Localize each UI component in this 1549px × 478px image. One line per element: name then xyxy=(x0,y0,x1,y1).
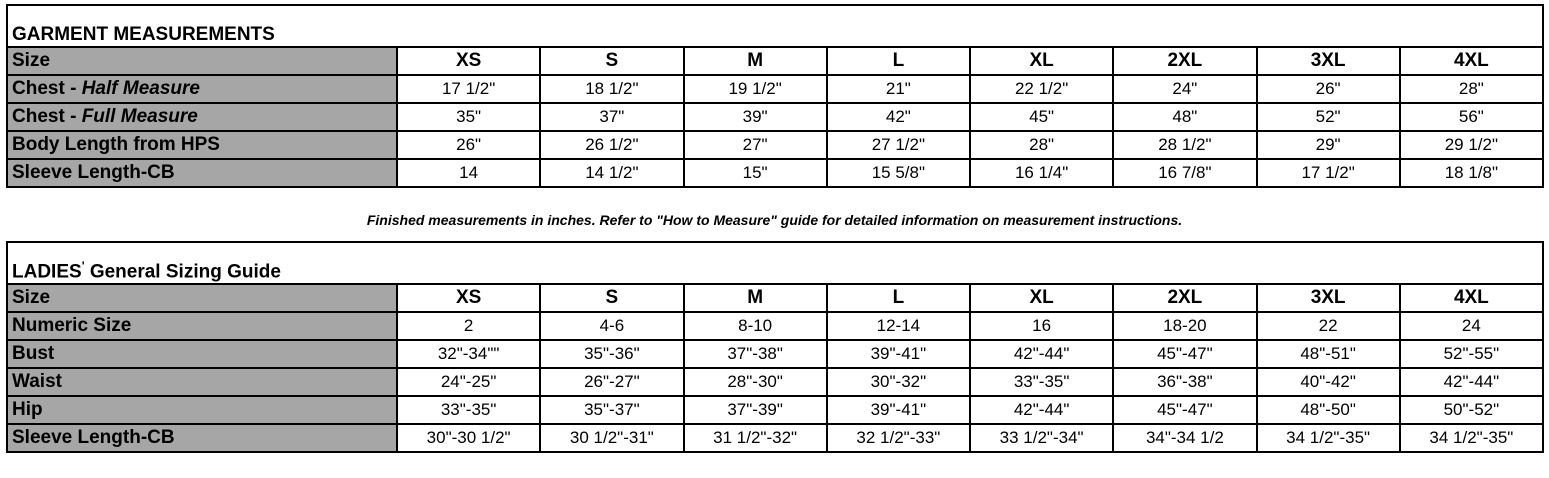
row-label: Sleeve Length-CB xyxy=(7,424,397,452)
table-cell: 17 1/2" xyxy=(1257,159,1400,187)
row-label xyxy=(7,103,397,131)
row-label-qualifier: Full Measure xyxy=(81,106,198,127)
table-row xyxy=(7,75,1543,103)
table-cell: 50"-52" xyxy=(1400,396,1543,424)
table-cell: 14 xyxy=(397,159,540,187)
table-cell: 18-20 xyxy=(1113,312,1256,340)
ladies-sizing-table xyxy=(6,241,1544,453)
table-cell: 39"-41" xyxy=(827,396,970,424)
table-cell: 42"-44" xyxy=(970,396,1113,424)
table-cell: 30"-30 1/2" xyxy=(397,424,540,452)
table-row xyxy=(7,368,1543,396)
table-cell: 12-14 xyxy=(827,312,970,340)
table-cell: 42"-44" xyxy=(1400,368,1543,396)
ladies-title-rest: General Sizing Guide xyxy=(84,261,281,282)
table-cell: 45" xyxy=(970,103,1113,131)
table-cell: 8-10 xyxy=(684,312,827,340)
row-label xyxy=(7,131,397,159)
table-cell: 26" xyxy=(397,131,540,159)
table-cell: 28"-30" xyxy=(684,368,827,396)
row-label-main: Sleeve Length-CB xyxy=(12,162,175,183)
table-cell: 35"-37" xyxy=(540,396,683,424)
size-header-cell: S xyxy=(540,284,683,312)
table-row xyxy=(7,424,1543,452)
table-cell: 33 1/2"-34" xyxy=(970,424,1113,452)
size-header-cell: XS xyxy=(397,47,540,75)
row-label-main: Chest - xyxy=(12,78,82,99)
table-cell: 34 1/2"-35" xyxy=(1257,424,1400,452)
table-cell: 16 1/4" xyxy=(970,159,1113,187)
table-cell: 34 1/2"-35" xyxy=(1400,424,1543,452)
table-cell: 32 1/2"-33" xyxy=(827,424,970,452)
measurement-note: Finished measurements in inches. Refer to "How to Measure" guide for detailed information on measurement instructions. xyxy=(366,212,1183,228)
table-row xyxy=(7,159,1543,187)
row-label: Hip xyxy=(7,396,397,424)
table-cell: 24"-25" xyxy=(397,368,540,396)
table-cell: 28" xyxy=(1400,75,1543,103)
table-row xyxy=(7,103,1543,131)
table-cell: 37" xyxy=(540,103,683,131)
table-cell: 27" xyxy=(684,131,827,159)
garment-table-title: GARMENT MEASUREMENTS xyxy=(7,5,1543,47)
table-cell: 42"-44" xyxy=(970,340,1113,368)
size-header-cell: 4XL xyxy=(1400,47,1543,75)
size-header-cell: L xyxy=(827,47,970,75)
table-cell: 35" xyxy=(397,103,540,131)
table-cell: 26"-27" xyxy=(540,368,683,396)
table-cell: 24" xyxy=(1113,75,1256,103)
row-label xyxy=(7,75,397,103)
size-header-cell: XL xyxy=(970,284,1113,312)
row-label: Bust xyxy=(7,340,397,368)
table-cell: 21" xyxy=(827,75,970,103)
size-header-cell: 2XL xyxy=(1113,47,1256,75)
table-cell: 45"-47" xyxy=(1113,340,1256,368)
table-cell: 52" xyxy=(1257,103,1400,131)
table-cell: 56" xyxy=(1400,103,1543,131)
table-cell: 48"-51" xyxy=(1257,340,1400,368)
size-header-cell: L xyxy=(827,284,970,312)
size-header-cell: M xyxy=(684,284,827,312)
table-cell: 4-6 xyxy=(540,312,683,340)
garment-measurements-table xyxy=(6,4,1544,188)
table-cell: 39" xyxy=(684,103,827,131)
table-cell: 35"-36" xyxy=(540,340,683,368)
table-cell: 30"-32" xyxy=(827,368,970,396)
table-cell: 37"-38" xyxy=(684,340,827,368)
ladies-title-apostrophe: ' xyxy=(81,258,85,273)
table-cell: 42" xyxy=(827,103,970,131)
table-cell: 24 xyxy=(1400,312,1543,340)
table-cell: 34"-34 1/2 xyxy=(1113,424,1256,452)
size-header-label: Size xyxy=(7,284,397,312)
table-cell: 36"-38" xyxy=(1113,368,1256,396)
table-row xyxy=(7,131,1543,159)
table-cell: 18 1/2" xyxy=(540,75,683,103)
table-cell: 33"-35" xyxy=(397,396,540,424)
table-cell: 33"-35" xyxy=(970,368,1113,396)
table-cell: 17 1/2" xyxy=(397,75,540,103)
size-header-cell: 2XL xyxy=(1113,284,1256,312)
table-cell: 26 1/2" xyxy=(540,131,683,159)
garment-size-header-row xyxy=(7,47,1543,75)
row-label: Waist xyxy=(7,368,397,396)
table-row xyxy=(7,340,1543,368)
row-label-main: Body Length from HPS xyxy=(12,134,220,155)
size-header-cell: XL xyxy=(970,47,1113,75)
table-cell: 29 1/2" xyxy=(1400,131,1543,159)
table-row xyxy=(7,396,1543,424)
size-header-cell: 3XL xyxy=(1257,47,1400,75)
row-label-qualifier: Half Measure xyxy=(81,78,200,99)
table-cell: 26" xyxy=(1257,75,1400,103)
size-header-label: Size xyxy=(7,47,397,75)
row-label xyxy=(7,159,397,187)
size-header-cell: 4XL xyxy=(1400,284,1543,312)
size-header-cell: M xyxy=(684,47,827,75)
table-cell: 16 7/8" xyxy=(1113,159,1256,187)
table-cell: 40"-42" xyxy=(1257,368,1400,396)
table-cell: 15 5/8" xyxy=(827,159,970,187)
table-cell: 29" xyxy=(1257,131,1400,159)
table-cell: 31 1/2"-32" xyxy=(684,424,827,452)
table-cell: 27 1/2" xyxy=(827,131,970,159)
size-header-cell: 3XL xyxy=(1257,284,1400,312)
size-header-cell: S xyxy=(540,47,683,75)
table-cell: 2 xyxy=(397,312,540,340)
table-cell: 19 1/2" xyxy=(684,75,827,103)
table-cell: 28" xyxy=(970,131,1113,159)
table-cell: 45"-47" xyxy=(1113,396,1256,424)
table-cell: 30 1/2"-31" xyxy=(540,424,683,452)
table-cell: 16 xyxy=(970,312,1113,340)
table-cell: 32"-34"" xyxy=(397,340,540,368)
ladies-size-header-row xyxy=(7,284,1543,312)
row-label-main: Chest - xyxy=(12,106,82,127)
table-cell: 39"-41" xyxy=(827,340,970,368)
table-cell: 14 1/2" xyxy=(540,159,683,187)
table-row xyxy=(7,312,1543,340)
ladies-table-title xyxy=(7,242,1543,284)
table-cell: 48" xyxy=(1113,103,1256,131)
table-cell: 18 1/8" xyxy=(1400,159,1543,187)
ladies-title-main: LADIES xyxy=(12,261,82,282)
table-cell: 22 xyxy=(1257,312,1400,340)
size-header-cell: XS xyxy=(397,284,540,312)
table-cell: 37"-39" xyxy=(684,396,827,424)
table-cell: 15" xyxy=(684,159,827,187)
row-label: Numeric Size xyxy=(7,312,397,340)
table-cell: 28 1/2" xyxy=(1113,131,1256,159)
table-cell: 22 1/2" xyxy=(970,75,1113,103)
table-cell: 52"-55" xyxy=(1400,340,1543,368)
table-cell: 48"-50" xyxy=(1257,396,1400,424)
